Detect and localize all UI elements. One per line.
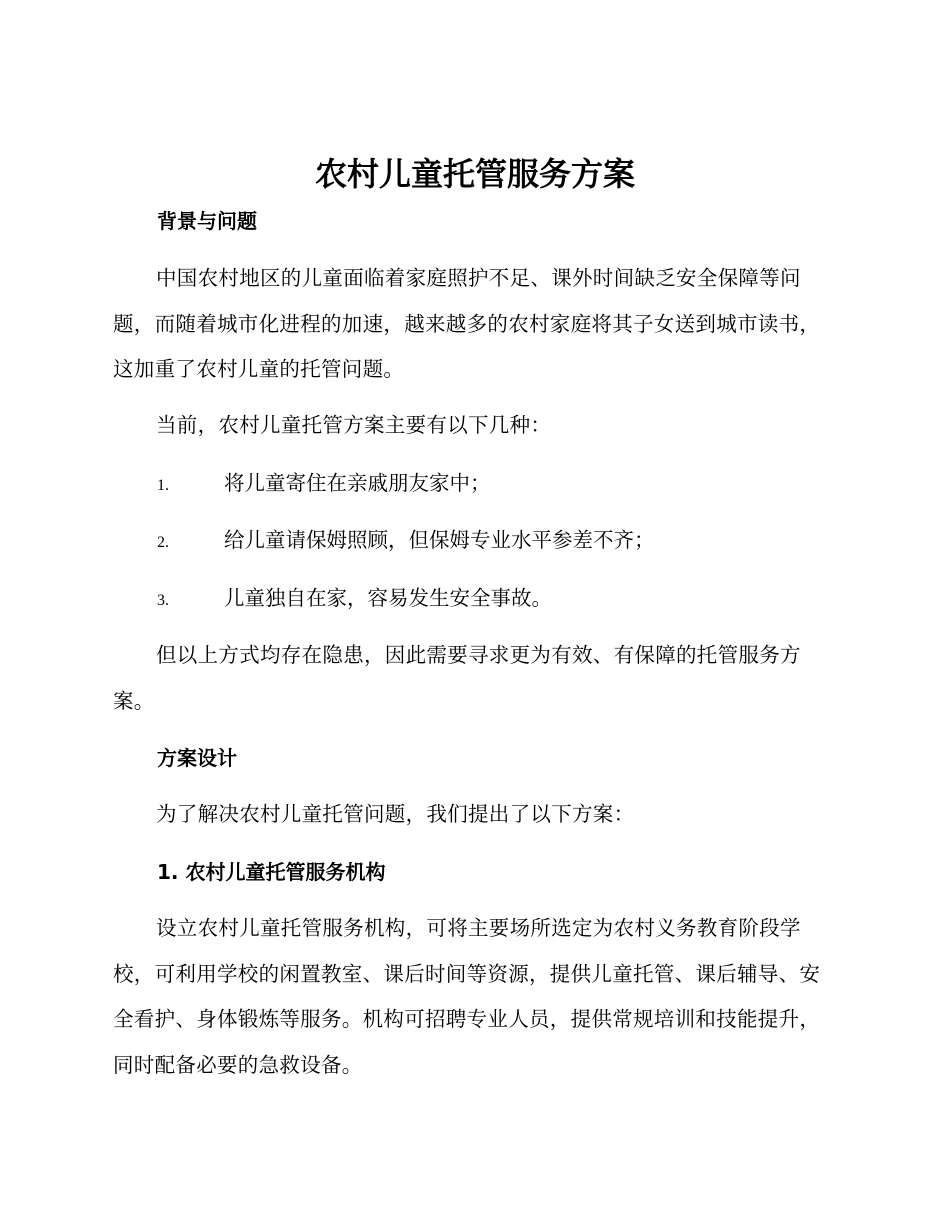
section-heading-design: 方案设计 [157, 746, 237, 770]
paragraph-current-options: 当前，农村儿童托管方案主要有以下几种： [156, 413, 552, 437]
list-item [157, 468, 491, 501]
document-title: 农村儿童托管服务方案 [314, 155, 635, 193]
list-item-text: 儿童独自在家，容易发生安全事故。 [224, 586, 552, 610]
list-item-text: 给儿童请保姆照顾，但保姆专业水平参差不齐； [224, 528, 655, 552]
list-item-number: 1. [157, 477, 169, 494]
list-item-text: 将儿童寄住在亲戚朋友家中； [224, 471, 491, 495]
paragraph-conclusion: 但以上方式均存在隐患，因此需要寻求更为有效、有保障的托管服务方案。 [113, 643, 801, 713]
subsection-heading-institution: 1. 农村儿童托管服务机构 [157, 860, 386, 884]
section-heading-background: 背景与问题 [157, 209, 257, 233]
list-item [157, 583, 552, 616]
list-item-number: 2. [157, 534, 169, 551]
paragraph-background: 中国农村地区的儿童面临着家庭照护不足、课外时间缺乏安全保障等问题，而随着城市化进程的加速，越来越多的农村家庭将其子女送到城市读书，这加重了农村儿童的托管问题。 [113, 266, 821, 381]
list-item-number: 3. [157, 592, 169, 609]
list-item [157, 525, 655, 558]
paragraph-design-intro: 为了解决农村儿童托管问题，我们提出了以下方案： [156, 802, 635, 826]
paragraph-institution: 设立农村儿童托管服务机构，可将主要场所选定为农村义务教育阶段学校，可利用学校的闲置教室、课后时间等资源，提供儿童托管、课后辅导、安全看护、身体锻炼等服务。机构可招聘专业人员，提供常规培训和技能提升，同时配备必要的急救设备。 [113, 916, 821, 1077]
